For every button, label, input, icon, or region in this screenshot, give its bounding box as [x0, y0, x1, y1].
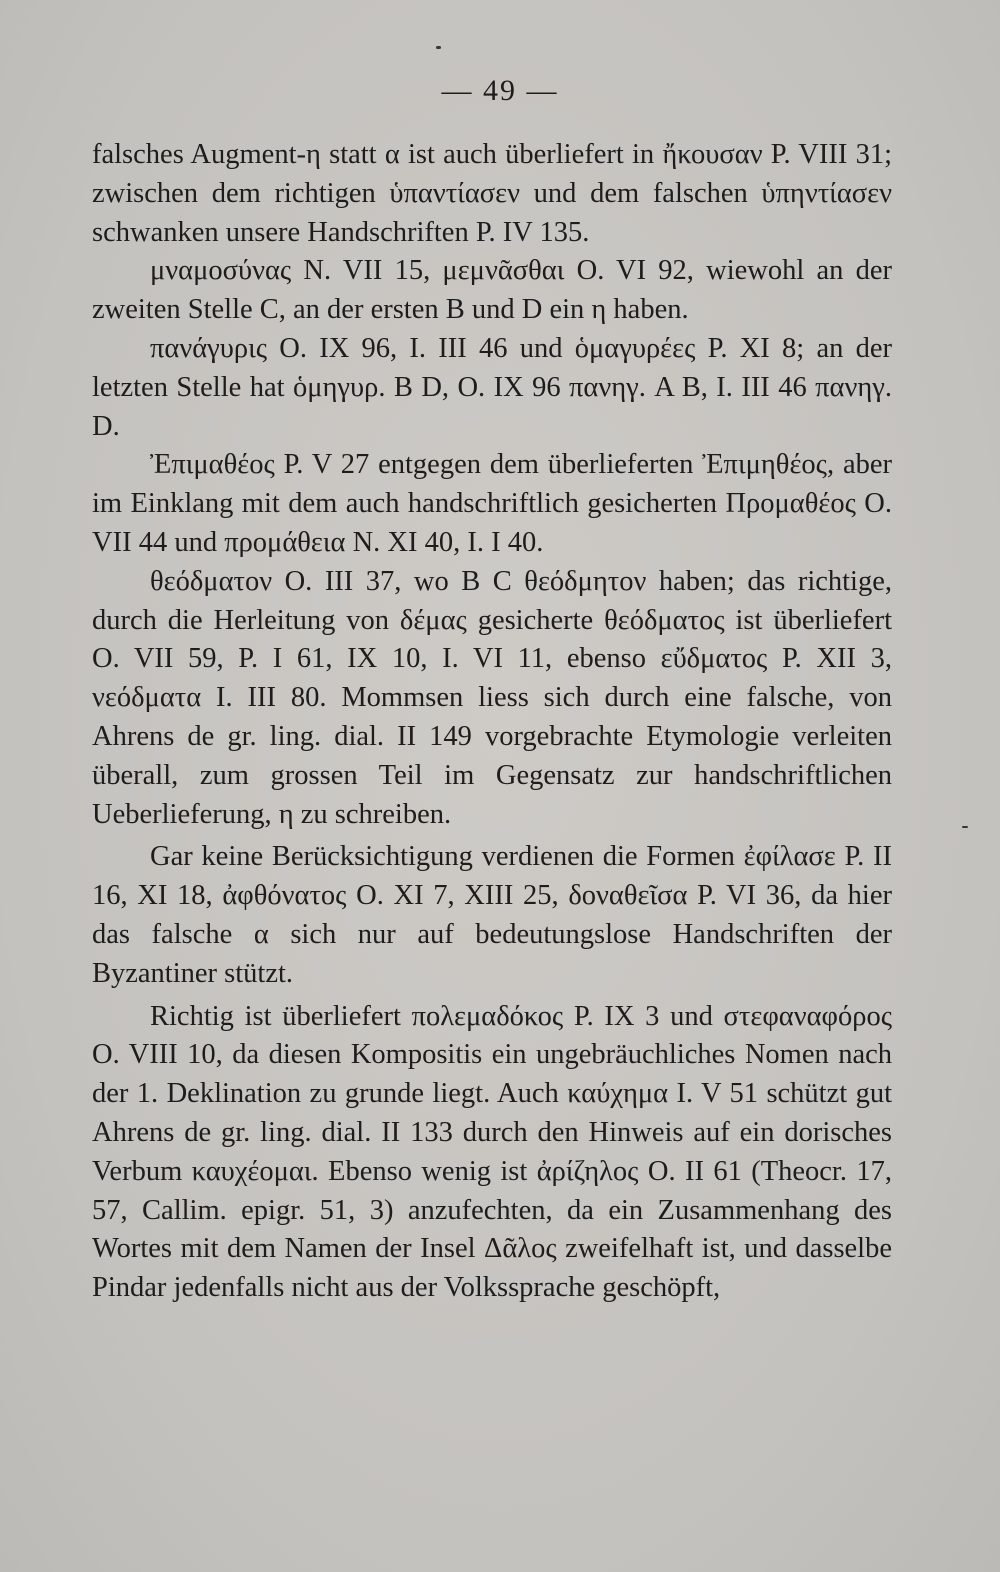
paper-speck — [962, 826, 968, 828]
paragraph: Richtig ist überliefert πολεμαδόκος P. IX 3 und στεφαναφόρος O. VIII 10, da diesen Kompositis ein ungebräuchliches Nomen nach der 1. Deklination zu grunde liegt. Auch καύχημα I. V 51 schützt gut Ahrens de gr. ling. dial. II 133 durch den Hinweis auf ein dorisches Verbum καυχέομαι. Ebenso wenig ist ἀρίζηλος O. II 61 (Theocr. 17, 57, Callim. epigr. 51, 3) anzufechten, da ein Zusammenhang des Wortes mit dem Namen der Insel Δᾶλος zweifelhaft ist, und dasselbe Pindar jedenfalls nicht aus der Volkssprache geschöpft, — [92, 1000, 892, 1304]
body-text — [92, 136, 892, 1308]
page-number: — 49 — — [441, 74, 559, 107]
paragraph: πανάγυρις O. IX 96, I. III 46 und ὁμαγυρέες P. XI 8; an der letzten Stelle hat ὁμηγυρ. B D, O. IX 96 πανηγ. A B, I. III 46 πανηγ. D. — [92, 332, 892, 442]
paragraph: θεόδματον O. III 37, wo B C θεόδμητον haben; das richtige, durch die Herleitung von δέμας gesicherte θεόδματος ist überliefert O. VII 59, P. I 61, IX 10, I. VI 11, ebenso εὔδματος P. XII 3, νεόδματα I. III 80. Mommsen liess sich durch eine falsche, von Ahrens de gr. ling. dial. II 149 vorgebrachte Etymologie verleiten überall, zum grossen Teil im Gegensatz zur handschriftlichen Ueberlieferung, η zu schreiben. — [92, 565, 892, 830]
paper-speck — [436, 46, 441, 49]
paragraph: falsches Augment-η statt α ist auch überliefert in ἤκουσαν P. VIII 31; zwischen dem richtigen ὑπαντίασεν und dem falschen ὑπηντίασεν schwanken unsere Handschriften P. IV 135. — [92, 139, 892, 248]
paragraph: Gar keine Berücksichtigung verdienen die Formen ἐφίλασε P. II 16, XI 18, ἀφθόνατος O. XI 7, XIII 25, δοναθεῖσα P. VI 36, da hier das falsche α sich nur auf bedeutungslose Handschriften der Byzantiner stützt. — [92, 841, 892, 989]
paragraph: μναμοσύνας N. VII 15, μεμνᾶσθαι O. VI 92, wiewohl an der zweiten Stelle C, an der ersten B und D ein η haben. — [92, 255, 892, 326]
paragraph: Ἐπιμαθέος P. V 27 entgegen dem überlieferten Ἐπιμηθέος, aber im Einklang mit dem auch handschriftlich gesicherten Προμαθέος O. VII 44 und προμάθεια N. XI 40, I. I 40. — [92, 449, 892, 558]
